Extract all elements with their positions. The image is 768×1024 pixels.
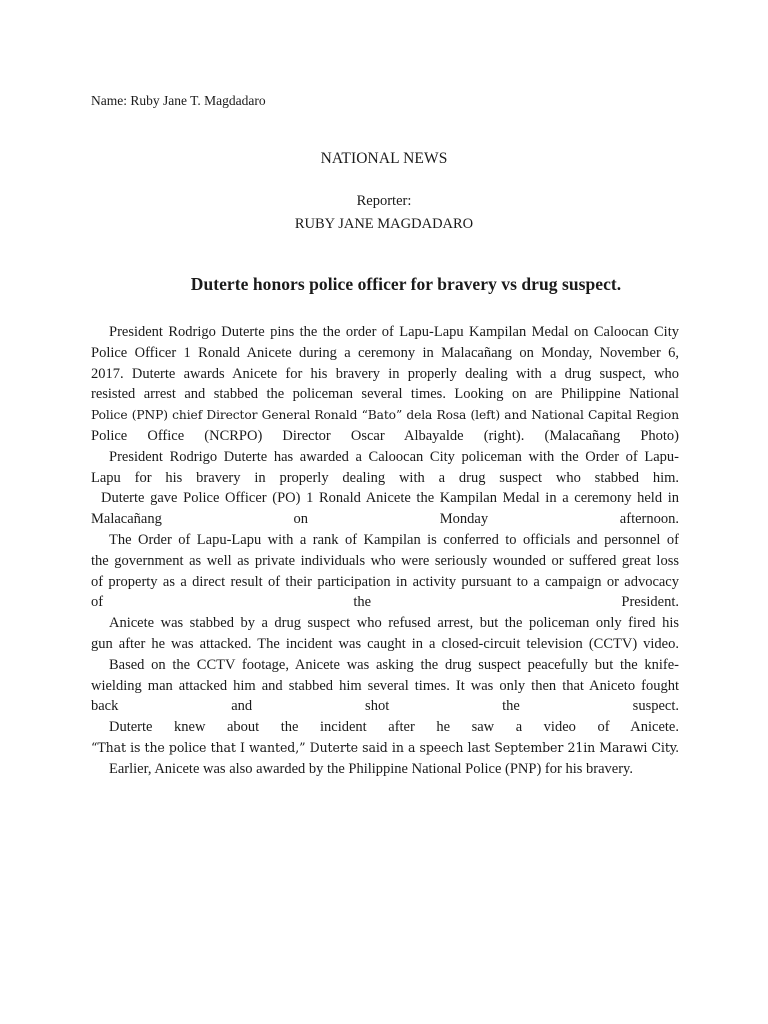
article-line: The Order of Lapu-Lapu with a rank of Kampilan is conferred to officials and personnel of <box>109 531 679 548</box>
article-line: Anicete was stabbed by a drug suspect who refused arrest, but the policeman only fired his <box>109 615 679 632</box>
article-line: back and shot the suspect. <box>91 698 679 715</box>
article-line: Earlier, Anicete was also awarded by the Philippine National Police (PNP) for his bravery. <box>109 760 633 777</box>
article-line: Duterte knew about the incident after he saw a video of Anicete. <box>109 719 679 736</box>
section-title: NATIONAL NEWS <box>320 150 448 167</box>
article-line: Duterte gave Police Officer (PO) 1 Ronald Anicete the Kampilan Medal in a ceremony held in <box>101 490 679 507</box>
article-headline: Duterte honors police officer for bravery vs drug suspect. <box>190 274 622 294</box>
article-line: President Rodrigo Duterte has awarded a Caloocan City policeman with the Order of Lapu- <box>109 448 679 465</box>
author-name-line: Name: Ruby Jane T. Magdadaro <box>91 93 266 108</box>
article-line: Police Officer 1 Ronald Anicete during a ceremony in Malacañang on Monday, November 6, <box>91 344 679 361</box>
article-line: 2017. Duterte awards Anicete for his bravery in properly dealing with a drug suspect, who <box>91 365 679 382</box>
article-line: the government as well as private individuals who were seriously wounded or suffered great loss <box>91 552 679 569</box>
article-line: Police Office (NCRPO) Director Oscar Albayalde (right). (Malacañang Photo) <box>91 427 679 444</box>
article-line: President Rodrigo Duterte pins the the order of Lapu-Lapu Kampilan Medal on Caloocan City <box>109 324 679 340</box>
article-line: of property as a direct result of their participation in activity pursuant to a campaign or advocacy <box>91 573 679 590</box>
article-line: Based on the CCTV footage, Anicete was asking the drug suspect peacefully but the knife- <box>109 656 679 673</box>
article-line: resisted arrest and stabbed the policeman several times. Looking on are Philippine National <box>91 386 679 403</box>
article-line: of the President. <box>91 594 679 611</box>
reporter-name: RUBY JANE MAGDADARO <box>294 216 474 232</box>
article-line: Lapu for his bravery in properly dealing with a drug suspect who stabbed him. <box>91 469 679 486</box>
article-line: Malacañang on Monday afternoon. <box>91 511 679 528</box>
article-line: wielding man attacked him and stabbed him several times. It was only then that Aniceto fought <box>91 677 679 694</box>
article-line: Police (PNP) chief Director General Ronald “Bato” dela Rosa (left) and National Capital Region <box>91 408 679 423</box>
article-body <box>91 322 679 780</box>
article-line: “That is the police that I wanted,” Duterte said in a speech last September 21in Marawi City. <box>91 739 679 755</box>
reporter-label: Reporter: <box>356 193 412 209</box>
article-line: gun after he was attacked. The incident was caught in a closed-circuit television (CCTV) video. <box>91 635 679 652</box>
